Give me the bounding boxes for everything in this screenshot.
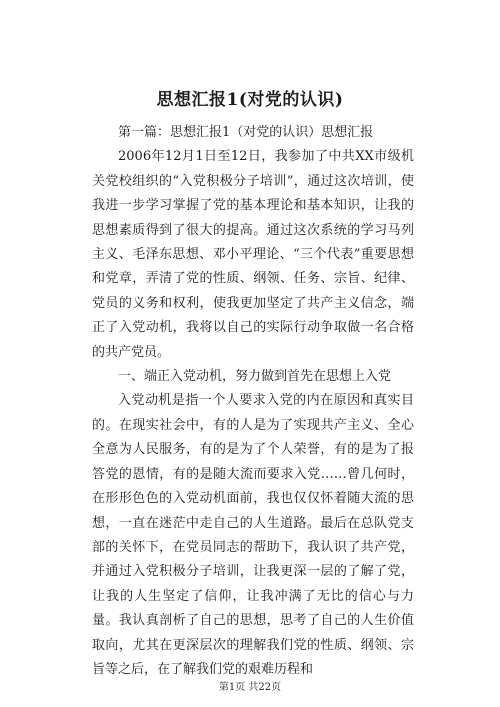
document-body [92, 121, 414, 682]
paragraph-intro: 2006年12月1日至12日，我参加了中共XX市级机关党校组织的“入党积极分子培训”，通过这次培训，使我进一步学习掌握了党的基本理论和基本知识，让我的思想素质得到了很大的提高。通过这次系统的学习马列主义、毛泽东思想、邓小平理论、“三个代表”重要思想和党章，弄清了党的性质、纲领、任务、宗旨、纪律、党员的义务和权利，使我更加坚定了共产主义信念，端正了入党动机，我将以自己的实际行动争取做一名合格的共产党员。 [92, 149, 414, 360]
paragraph-section-heading: 一、端正入党动机，努力做到首先在思想上入党 [118, 369, 392, 385]
document-title: 思想汇报1(对党的认识) [156, 90, 344, 110]
page-number-footer: 第1页 共22页 [218, 682, 282, 693]
paragraph-motivation: 入党动机是指一个人要求入党的内在原因和真实目的。在现实社会中，有的人是为了实现共产主义、全心全意为人民服务，有的是为了个人荣誉，有的是为了报答党的恩情，有的是随大流而要求入党……曾几何时，在形形色色的入党动机面前，我也仅仅怀着随大流的思想，一直在迷茫中走自己的人生道路。最后在总队党支部的关怀下，在党员同志的帮助下，我认识了共产党，并通过入党积极分子培训，让我更深一层的了解了党，让我的人生坚定了信仰，让我冲满了无比的信心与力量。我认真剖析了自己的思想，思考了自己的人生价值取向，尤其在更深层次的理解我们党的性质、纲领、宗旨等之后，在了解我们党的艰难历程和 [92, 393, 414, 677]
paragraph-subtitle: 第一篇：思想汇报1（对党的认识）思想汇报 [118, 125, 374, 140]
